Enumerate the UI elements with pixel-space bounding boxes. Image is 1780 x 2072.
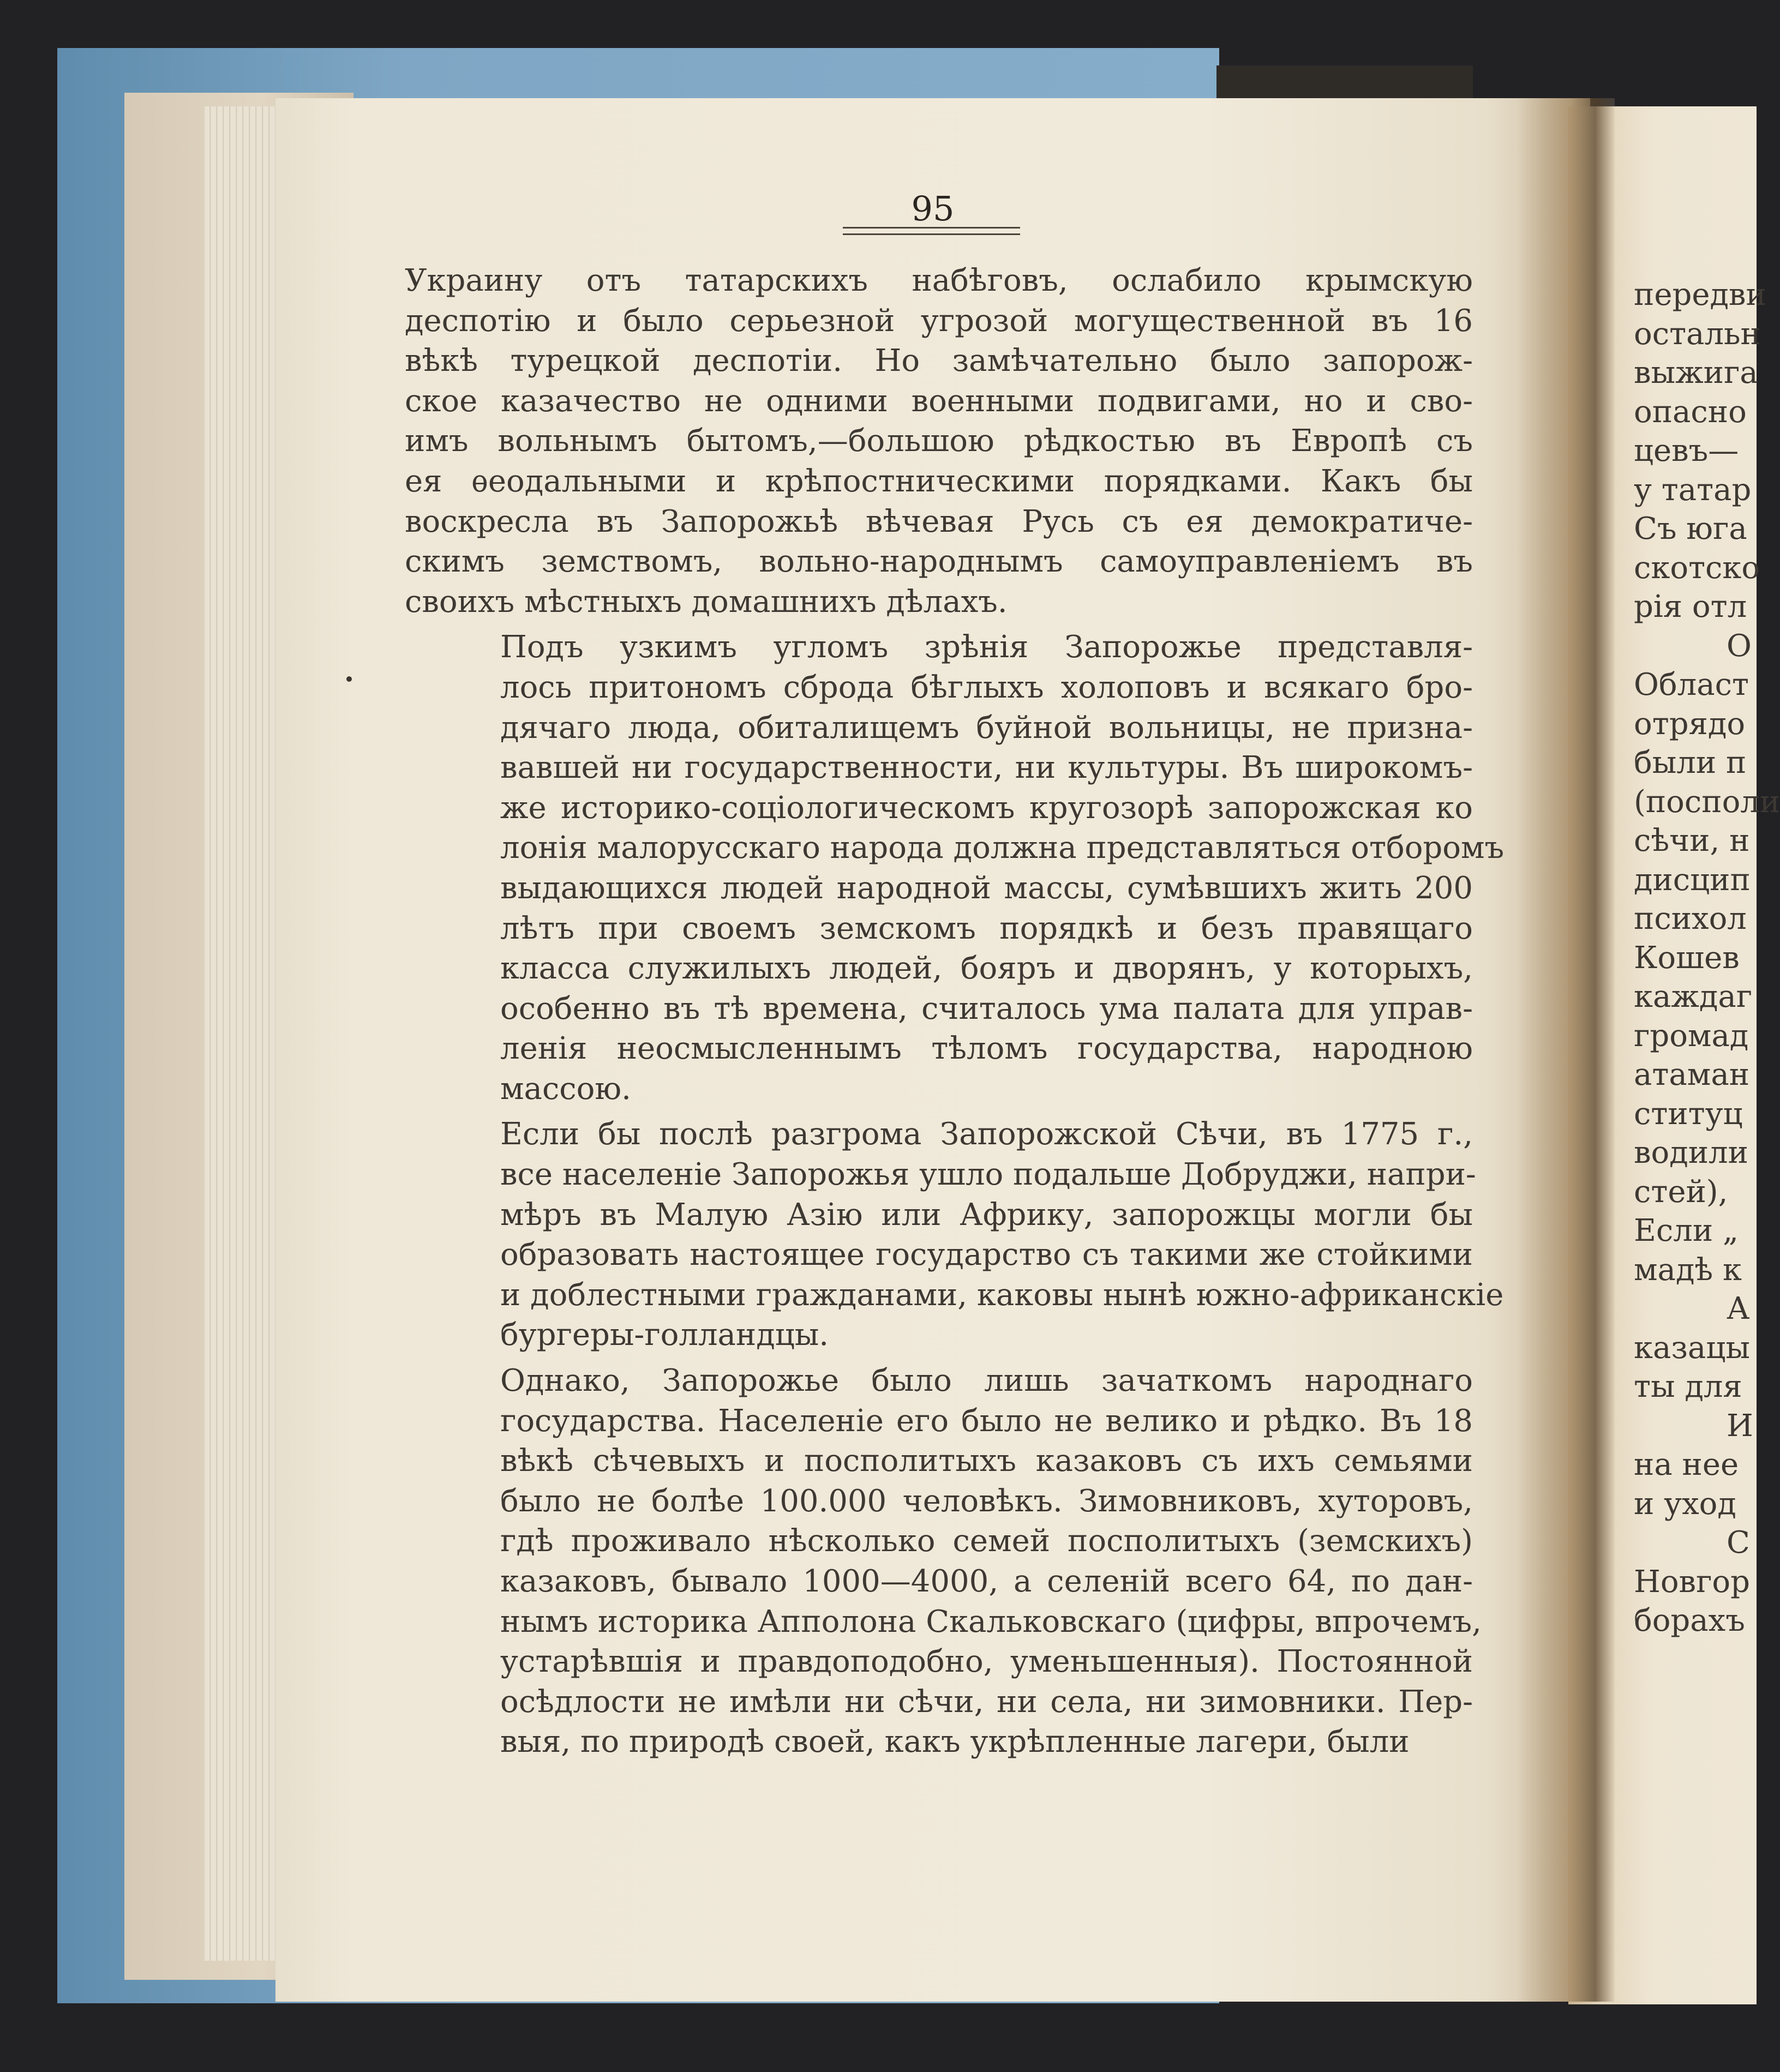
facing-text-line: скотско	[1634, 550, 1760, 586]
facing-text-line: С	[1727, 1525, 1750, 1560]
facing-text-line: отрядо	[1634, 706, 1746, 742]
text-line: Украину отъ татарскихъ набѣговъ, ослабило крымскую	[405, 263, 1473, 298]
facing-text-line: О	[1727, 628, 1752, 664]
book-gutter	[1517, 98, 1615, 2002]
text-line: было не болѣе 100.000 человѣкъ. Зимовниковъ, хуторовъ,	[500, 1483, 1473, 1519]
text-line: ея ѳеодальными и крѣпостническими порядками. Какъ бы	[405, 463, 1473, 499]
main-text-block	[405, 261, 1505, 1762]
facing-text-line: (посполи	[1634, 784, 1780, 820]
text-line: вѣкѣ турецкой деспотіи. Но замѣчательно было запорож-	[405, 343, 1473, 379]
page-number-rule	[843, 227, 1020, 235]
text-line: массою.	[500, 1071, 631, 1107]
facing-text-line: Кошев	[1634, 940, 1740, 976]
text-line: устарѣвшія и правдоподобно, уменьшенныя). Постоянной	[500, 1644, 1473, 1680]
text-line: бургеры-голландцы.	[500, 1317, 829, 1353]
text-line: лось притономъ сброда бѣглыхъ холоповъ и всякаго бро-	[500, 669, 1473, 705]
facing-text-line: у татар	[1634, 472, 1752, 508]
facing-text-line: и уход	[1634, 1486, 1736, 1522]
text-line: вавшей ни государственности, ни культуры. Въ широкомъ-	[500, 750, 1473, 786]
text-line: особенно въ тѣ времена, считалось ума палата для управ-	[500, 990, 1473, 1026]
text-line: выя, по природѣ своей, какъ укрѣпленные лагери, были	[500, 1724, 1410, 1760]
text-line: деспотію и было серьезной угрозой могущественной въ 16	[405, 303, 1473, 339]
paragraph	[405, 627, 1505, 1109]
facing-text-line: И	[1727, 1408, 1753, 1444]
facing-page-text	[1634, 275, 1780, 1641]
text-line: Однако, Запорожье было лишь зачаткомъ народнаго	[500, 1363, 1473, 1399]
text-line: воскресла въ Запорожьѣ вѣчевая Русь съ ея демократиче-	[405, 503, 1473, 539]
facing-text-line: борахъ	[1634, 1603, 1745, 1638]
text-line: выдающихся людей народной массы, сумѣвшихъ жить 200	[500, 870, 1473, 906]
facing-text-line: казацы	[1634, 1330, 1750, 1366]
facing-text-line: остальн	[1634, 316, 1761, 352]
margin-mark	[346, 676, 352, 682]
paragraph	[405, 261, 1473, 622]
text-line: класса служилыхъ людей, бояръ и дворянъ, у которыхъ,	[500, 951, 1473, 987]
text-line: казаковъ, бывало 1000—4000, а селеній всего 64, по дан-	[500, 1564, 1473, 1599]
text-line: дячаго люда, обиталищемъ буйной вольницы, не призна-	[500, 710, 1473, 746]
facing-text-line: мадѣ к	[1634, 1252, 1742, 1288]
facing-text-line: на нее	[1634, 1447, 1739, 1482]
text-line: лонія малорусскаго народа должна представляться отборомъ	[500, 830, 1505, 866]
paragraph	[405, 1114, 1504, 1355]
text-line: осѣдлости не имѣли ни сѣчи, ни села, ни зимовники. Пер-	[500, 1684, 1473, 1720]
facing-text-line: водили	[1634, 1135, 1748, 1170]
text-line: государства. Населеніе его было не велико и рѣдко. Въ 18	[500, 1403, 1473, 1439]
text-line: мѣръ въ Малую Азію или Африку, запорожцы могли бы	[500, 1197, 1473, 1233]
text-line: своихъ мѣстныхъ домашнихъ дѣлахъ.	[405, 584, 1008, 620]
facing-text-line: были п	[1634, 745, 1747, 780]
facing-text-line: цевъ—	[1634, 433, 1739, 469]
text-line: скимъ земствомъ, вольно-народнымъ самоуправленіемъ въ	[405, 544, 1473, 580]
facing-text-line: ты для	[1634, 1369, 1742, 1404]
facing-text-line: опасно	[1634, 394, 1747, 430]
text-line: имъ вольнымъ бытомъ,—большою рѣдкостью въ Европѣ съ	[405, 423, 1473, 459]
text-line: образовать настоящее государство съ такими же стойкими	[500, 1237, 1473, 1273]
facing-text-line: психол	[1634, 901, 1747, 936]
facing-text-line: выжига	[1634, 355, 1758, 391]
facing-text-line: громад	[1634, 1018, 1749, 1054]
facing-text-line: рія отл	[1634, 589, 1747, 624]
facing-text-line: ституц	[1634, 1096, 1743, 1132]
text-line: гдѣ проживало нѣсколько семей посполитыхъ (земскихъ)	[500, 1523, 1473, 1559]
facing-text-line: Новгор	[1634, 1564, 1750, 1600]
text-line: ленія неосмысленнымъ тѣломъ государства, народною	[500, 1031, 1473, 1067]
text-line: Подъ узкимъ угломъ зрѣнія Запорожье представля-	[500, 629, 1473, 665]
text-line: же историко-соціологическомъ кругозорѣ запорожская ко	[500, 790, 1473, 826]
facing-text-line: Если „	[1634, 1213, 1739, 1248]
facing-text-line: стей),	[1634, 1174, 1728, 1210]
facing-text-line: атаман	[1634, 1057, 1750, 1092]
facing-text-line: А	[1727, 1291, 1750, 1326]
page-number: 95	[911, 189, 955, 229]
text-line: ское казачество не одними военными подвигами, но и сво-	[405, 383, 1473, 419]
facing-text-line: Съ юга	[1634, 511, 1747, 546]
text-line: Если бы послѣ разгрома Запорожской Сѣчи, въ 1775 г.,	[500, 1116, 1473, 1152]
facing-text-line: Област	[1634, 667, 1749, 702]
paragraph	[405, 1361, 1482, 1762]
facing-text-line: сѣчи, н	[1634, 823, 1750, 858]
text-line: и доблестными гражданами, каковы нынѣ южно-африканскіе	[500, 1277, 1504, 1313]
page-edges	[205, 106, 286, 1961]
facing-text-line: передви	[1634, 277, 1766, 313]
text-line: лѣтъ при своемъ земскомъ порядкѣ и безъ правящаго	[500, 910, 1473, 946]
facing-text-line: дисцип	[1634, 862, 1751, 898]
text-line: все населеніе Запорожья ушло подальше Добруджи, напри-	[500, 1157, 1476, 1193]
facing-text-line: каждаг	[1634, 979, 1753, 1014]
text-line: вѣкѣ сѣчевыхъ и посполитыхъ казаковъ съ ихъ семьями	[500, 1443, 1473, 1479]
text-line: нымъ историка Апполона Скальковскаго (цифры, впрочемъ,	[500, 1603, 1482, 1639]
